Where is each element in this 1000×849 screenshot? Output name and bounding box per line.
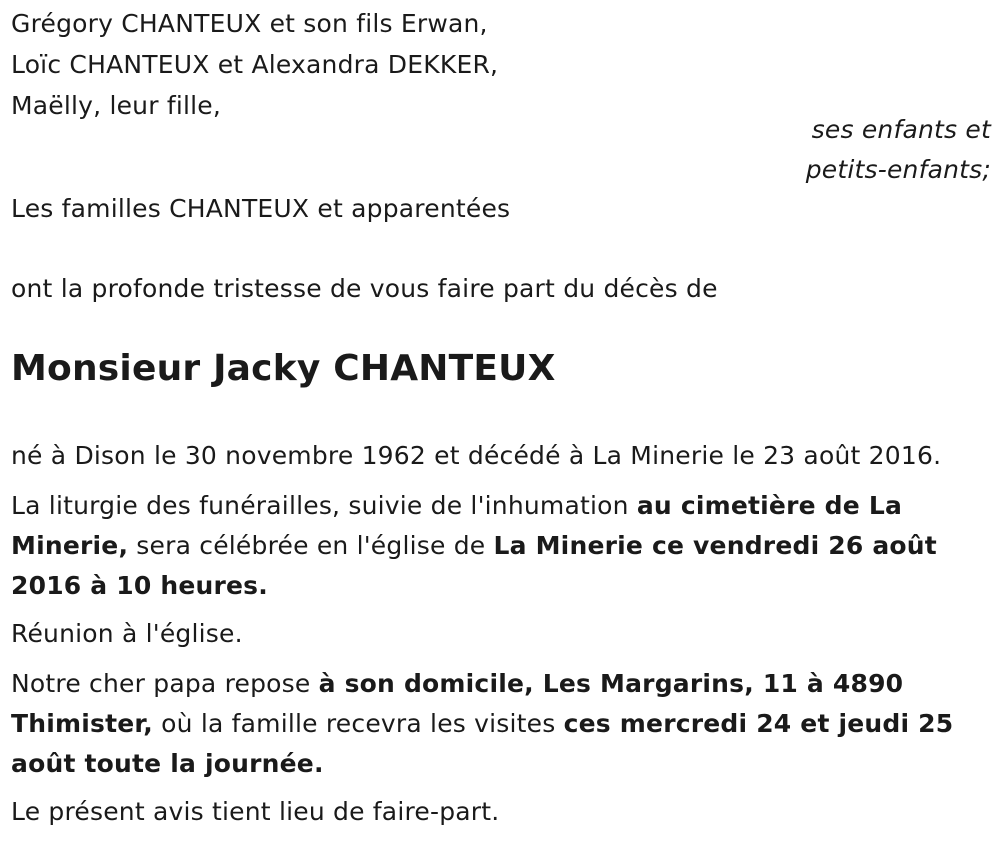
funeral-paragraph xyxy=(11,486,986,606)
visit-text-1: Notre cher papa repose xyxy=(11,669,319,698)
visit-dates: ces mercredi 24 et jeudi 25 août toute la journée. xyxy=(11,709,954,778)
visit-paragraph xyxy=(11,664,986,784)
deceased-name: Monsieur Jacky CHANTEUX xyxy=(11,348,556,389)
visit-address: à son domicile, Les Margarins, 11 à 4890 Thimister, xyxy=(11,669,904,738)
funeral-text-1: La liturgie des funérailles, suivie de l'inhumation xyxy=(11,491,637,520)
birth-death-text: né à Dison le 30 novembre 1962 et décédé à La Minerie le 23 août 2016. xyxy=(11,441,942,470)
extended-family-line: Les familles CHANTEUX et apparentées xyxy=(11,194,511,223)
funeral-cemetery: au cimetière de La Minerie, xyxy=(11,491,903,560)
family-line-1: Grégory CHANTEUX et son fils Erwan, xyxy=(11,9,488,38)
family-line-3: Maëlly, leur fille, xyxy=(11,91,222,120)
gathering-text: Réunion à l'église. xyxy=(11,619,243,648)
funeral-date-time: La Minerie ce vendredi 26 août 2016 à 10 heures. xyxy=(11,531,937,600)
closing-text: Le présent avis tient lieu de faire-part. xyxy=(11,797,500,826)
family-role-line-1: ses enfants et xyxy=(811,115,991,144)
visit-text-2: où la famille recevra les visites xyxy=(152,709,564,738)
funeral-text-2: sera célébrée en l'église de xyxy=(128,531,494,560)
family-line-2: Loïc CHANTEUX et Alexandra DEKKER, xyxy=(11,50,499,79)
family-role-line-2: petits-enfants; xyxy=(805,155,991,184)
announcement-text: ont la profonde tristesse de vous faire part du décès de xyxy=(11,274,718,303)
